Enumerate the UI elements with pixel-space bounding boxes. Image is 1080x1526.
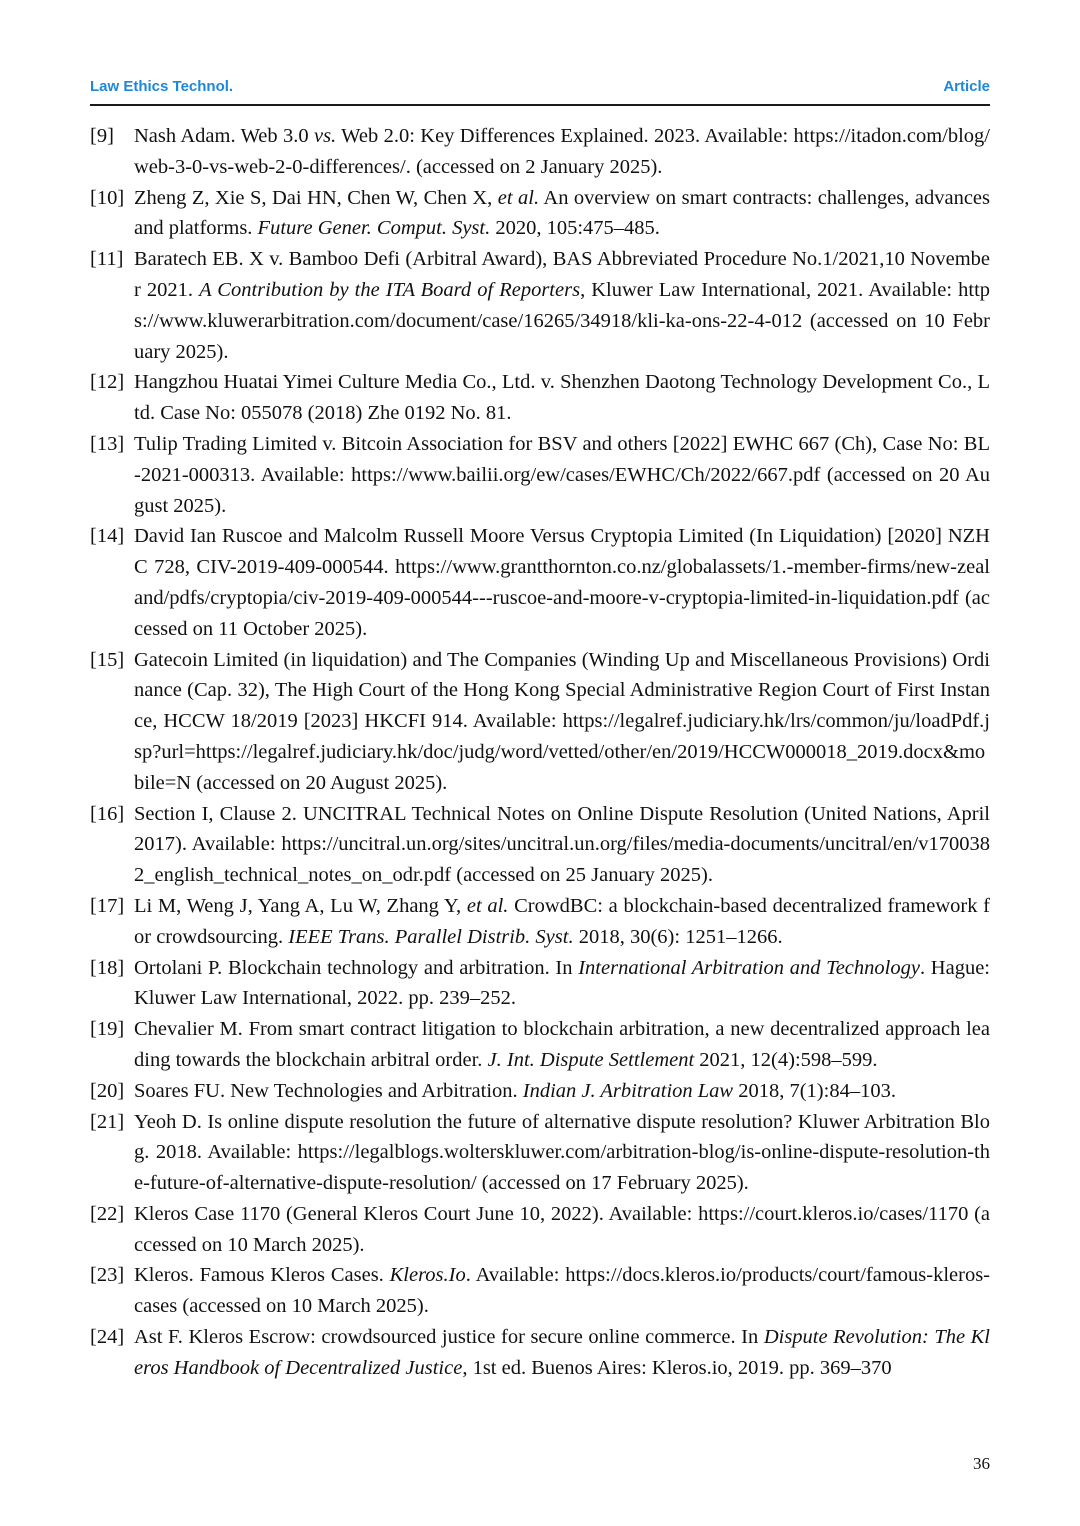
- reference-italic-title: Future Gener. Comput. Syst.: [257, 217, 491, 240]
- reference-entry: [90, 244, 990, 367]
- reference-text: [134, 521, 990, 644]
- reference-entry: [90, 121, 990, 183]
- reference-number: [12]: [90, 371, 125, 394]
- reference-text-segment: Yeoh D. Is online dispute resolution the future of alternative dispute resolution? Kluwer Arbitration Blog. 2018. Available: https://legalblogs.wolterskluwer.com/arbitration-blog/is-online-dispute-resolution-the-future-of-alternative-dispute-resolution/ (accessed on 17 February 2025).: [134, 1110, 990, 1195]
- reference-number: [13]: [90, 432, 125, 455]
- reference-entry: [90, 367, 990, 429]
- reference-number: [14]: [90, 525, 125, 548]
- reference-text-segment: Zheng Z, Xie S, Dai HN, Chen W, Chen X,: [134, 186, 498, 209]
- reference-italic-title: Kleros.Io: [389, 1264, 466, 1287]
- reference-text: [134, 121, 990, 183]
- reference-number: [20]: [90, 1079, 125, 1102]
- page-number: 36: [973, 1454, 990, 1473]
- reference-number: [11]: [90, 248, 124, 271]
- reference-text: [134, 1076, 990, 1107]
- reference-text-segment: 2021, 12(4):598–599.: [694, 1048, 878, 1071]
- reference-text-segment: David Ian Ruscoe and Malcolm Russell Moore Versus Cryptopia Limited (In Liquidation) [2020] NZHC 728, CIV-2019-409-000544. https://www.grantthornton.co.nz/globalassets/1.-member-firms/new-zealand/pdfs/cryptopia/civ-2019-409-000544---ruscoe-and-moore-v-cryptopia-limited-in-liquidation.pdf (accessed on 11 October 2025).: [134, 525, 990, 640]
- reference-text-segment: Tulip Trading Limited v. Bitcoin Association for BSV and others [2022] EWHC 667 (Ch), Case No: BL-2021-000313. Available: https://www.bailii.org/ew/cases/EWHC/Ch/2022/667.pdf (accessed on 20 August 2025).: [134, 432, 990, 517]
- reference-text: [134, 1014, 990, 1076]
- reference-italic-title: J. Int. Dispute Settlement: [487, 1048, 695, 1071]
- reference-number: [23]: [90, 1264, 125, 1287]
- reference-text: [134, 799, 990, 891]
- reference-number: [22]: [90, 1202, 125, 1225]
- reference-entry: [90, 521, 990, 644]
- reference-text-segment: Ortolani P. Blockchain technology and arbitration. In: [134, 956, 579, 979]
- reference-number: [17]: [90, 894, 125, 917]
- reference-text-segment: , Kluwer Law International, 2021. Available: https://www.kluwerarbitration.com/document/case/16265/34918/kli-ka-ons-22-4-012 (accessed on 10 February 2025).: [134, 278, 991, 363]
- reference-text-segment: , 1st ed. Buenos Aires: Kleros.io, 2019. pp. 369–370: [462, 1356, 892, 1379]
- reference-text-segment: Section I, Clause 2. UNCITRAL Technical Notes on Online Dispute Resolution (United Nations, April 2017). Available: https://uncitral.un.org/sites/uncitral.un.org/files/media-documents/uncitral/en/v1700382_english_technical_notes_on_odr.pdf (accessed on 25 January 2025).: [134, 802, 990, 887]
- reference-entry: [90, 1107, 990, 1199]
- reference-text-segment: Ast F. Kleros Escrow: crowdsourced justice for secure online commerce. In: [134, 1326, 764, 1349]
- reference-text: [134, 891, 990, 953]
- reference-entry: [90, 645, 990, 799]
- reference-text: [134, 183, 990, 245]
- reference-entry: [90, 953, 990, 1015]
- reference-list: [90, 121, 990, 1384]
- reference-number: [15]: [90, 648, 125, 671]
- reference-text-segment: Hangzhou Huatai Yimei Culture Media Co., Ltd. v. Shenzhen Daotong Technology Development Co., Ltd. Case No: 055078 (2018) Zhe 0192 No. 81.: [134, 371, 990, 425]
- reference-text-segment: Chevalier M. From smart contract litigation to blockchain arbitration, a new decentralized approach leading towards the blockchain arbitral order.: [134, 1018, 990, 1071]
- reference-text-segment: 2020, 105:475–485.: [490, 217, 660, 240]
- reference-text-segment: Baratech EB. X v. Bamboo Defi (Arbitral Award), BAS Abbreviated Procedure No.1/2021,10 November 2021.: [134, 248, 990, 301]
- reference-text: [134, 645, 990, 799]
- reference-number: [9]: [90, 125, 114, 147]
- reference-text-segment: Web 2.0: Key Differences Explained. 2023. Available: https://itadon.com/blog/web-3-0-vs-web-2-0-differences/. (accessed on 2 January 2025).: [134, 125, 990, 178]
- reference-italic-title: Indian J. Arbitration Law: [522, 1079, 734, 1102]
- reference-text: [134, 367, 990, 429]
- reference-text: [134, 429, 990, 521]
- reference-entry: [90, 1322, 990, 1384]
- reference-text-segment: Gatecoin Limited (in liquidation) and The Companies (Winding Up and Miscellaneous Provisions) Ordinance (Cap. 32), The High Court of the Hong Kong Special Administrative Region Court of First Instance, HCCW 18/2019 [2023] HKCFI 914. Available: https://legalref.judiciary.hk/lrs/common/ju/loadPdf.jsp?url=https://legalref.judiciary.hk/doc/judg/word/vetted/other/en/2019/HCCW000018_2019.docx&mobile=N (accessed on 20 August 2025).: [134, 648, 990, 794]
- reference-number: [16]: [90, 802, 125, 825]
- reference-text-segment: . Available: https://docs.kleros.io/products/court/famous-kleros-cases (accessed on 10 March 2025).: [134, 1264, 990, 1318]
- reference-italic-title: vs.: [313, 125, 337, 147]
- reference-italic-title: A Contribution by the ITA Board of Reporters: [199, 278, 581, 301]
- reference-text-segment: An overview on smart contracts: challenges, advances and platforms.: [134, 186, 990, 240]
- journal-name: Law Ethics Technol.: [90, 78, 234, 95]
- reference-entry: [90, 1260, 990, 1322]
- reference-text-segment: 2018, 30(6): 1251–1266.: [573, 925, 783, 948]
- reference-text: [134, 953, 990, 1015]
- reference-number: [18]: [90, 956, 125, 979]
- reference-number: [21]: [90, 1110, 125, 1133]
- reference-entry: [90, 1076, 990, 1107]
- reference-text: [134, 1322, 990, 1384]
- reference-text: [134, 1260, 990, 1322]
- reference-entry: [90, 429, 990, 521]
- reference-entry: [90, 1014, 990, 1076]
- reference-text-segment: 2018, 7(1):84–103.: [733, 1079, 896, 1102]
- reference-text-segment: Kleros Case 1170 (General Kleros Court June 10, 2022). Available: https://court.kleros.io/cases/1170 (accessed on 10 March 2025).: [134, 1202, 990, 1256]
- reference-text-segment: Nash Adam. Web 3.0: [134, 125, 314, 147]
- reference-entry: [90, 1199, 990, 1261]
- reference-entry: [90, 891, 990, 953]
- reference-italic-title: International Arbitration and Technology: [578, 956, 920, 979]
- reference-number: [19]: [90, 1018, 125, 1041]
- reference-italic-title: et al.: [466, 894, 509, 917]
- reference-text: [134, 1199, 990, 1261]
- reference-number: [10]: [90, 186, 125, 209]
- reference-text: [134, 1107, 990, 1199]
- reference-text-segment: . Hague: Kluwer Law International, 2022. pp. 239–252.: [134, 956, 990, 1010]
- reference-text-segment: CrowdBC: a blockchain-based decentralized framework for crowdsourcing.: [134, 894, 990, 948]
- reference-text-segment: Kleros. Famous Kleros Cases.: [134, 1264, 390, 1287]
- reference-entry: [90, 183, 990, 245]
- article-type-label: Article: [943, 78, 990, 95]
- reference-text-segment: Soares FU. New Technologies and Arbitration.: [134, 1079, 523, 1102]
- reference-number: [24]: [90, 1326, 125, 1349]
- reference-text: [134, 244, 990, 367]
- reference-italic-title: Dispute Revolution: The Kleros Handbook of Decentralized Justice: [134, 1326, 990, 1379]
- reference-text-segment: Li M, Weng J, Yang A, Lu W, Zhang Y,: [134, 894, 467, 917]
- reference-italic-title: IEEE Trans. Parallel Distrib. Syst.: [288, 925, 574, 948]
- reference-entry: [90, 799, 990, 891]
- running-header: [90, 74, 990, 106]
- reference-italic-title: et al.: [497, 186, 540, 209]
